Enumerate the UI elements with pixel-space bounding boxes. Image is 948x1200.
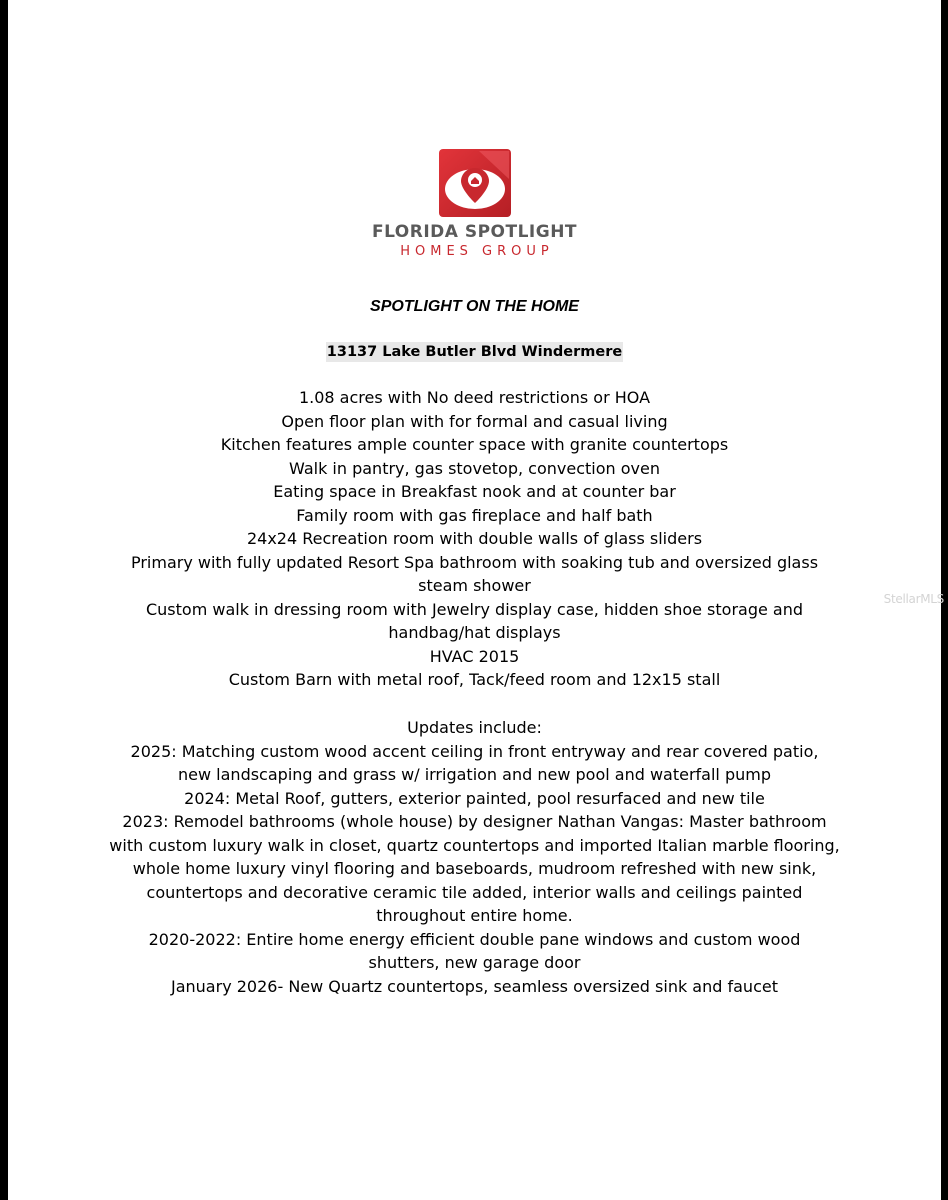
document-heading: SPOTLIGHT ON THE HOME: [370, 298, 579, 315]
updates-title: Updates include:: [407, 718, 542, 737]
update-line: 2024: Metal Roof, gutters, exterior painted, pool resurfaced and new tile: [184, 788, 765, 808]
property-address: 13137 Lake Butler Blvd Windermere: [326, 344, 623, 360]
brand-name: FLORIDA SPOTLIGHT: [371, 222, 578, 242]
address-container: [8, 341, 941, 362]
feature-line: HVAC 2015: [429, 646, 520, 666]
feature-line: Custom walk in dressing room with Jewelry display case, hidden shoe storage and handbag/hat displays: [145, 599, 804, 642]
feature-line: Primary with fully updated Resort Spa bathroom with soaking tub and oversized glass steam shower: [130, 552, 819, 595]
company-logo: [8, 149, 941, 259]
feature-line: Open floor plan with for formal and casual living: [281, 411, 668, 431]
feature-line: Walk in pantry, gas stovetop, convection oven: [289, 458, 660, 478]
feature-list: [8, 386, 941, 692]
feature-line: Family room with gas fireplace and half bath: [296, 505, 653, 525]
feature-line: Custom Barn with metal roof, Tack/feed room and 12x15 stall: [228, 670, 721, 689]
update-line: 2020-2022: Entire home energy efficient double pane windows and custom wood shutters, new garage door: [148, 929, 801, 972]
feature-line: Eating space in Breakfast nook and at counter bar: [273, 482, 676, 501]
brand-subtitle: HOMES GROUP: [400, 244, 554, 259]
feature-line: 1.08 acres with No deed restrictions or HOA: [298, 388, 651, 407]
update-line: January 2026- New Quartz countertops, seamless oversized sink and faucet: [171, 976, 778, 996]
mls-watermark: StellarMLS: [883, 592, 944, 606]
updates-section: [8, 716, 941, 998]
update-line: 2025: Matching custom wood accent ceiling in front entryway and rear covered patio, new landscaping and grass w/ irrigation and new pool and waterfall pump: [130, 741, 819, 784]
update-line: 2023: Remodel bathrooms (whole house) by designer Nathan Vangas: Master bathroom with custom luxury walk in closet, quartz countertops and imported Italian marble flooring, whole home luxury vinyl flooring and baseboards, mudroom refreshed with new sink, countertops and decorative ceramic tile added, interior walls and ceilings painted throughout entire home.: [109, 812, 840, 925]
feature-line: 24x24 Recreation room with double walls of glass sliders: [246, 529, 703, 548]
red-square-eye-house-pin-icon: [439, 149, 511, 217]
document-page: [8, 0, 941, 1200]
feature-line: Kitchen features ample counter space with granite countertops: [220, 435, 729, 454]
